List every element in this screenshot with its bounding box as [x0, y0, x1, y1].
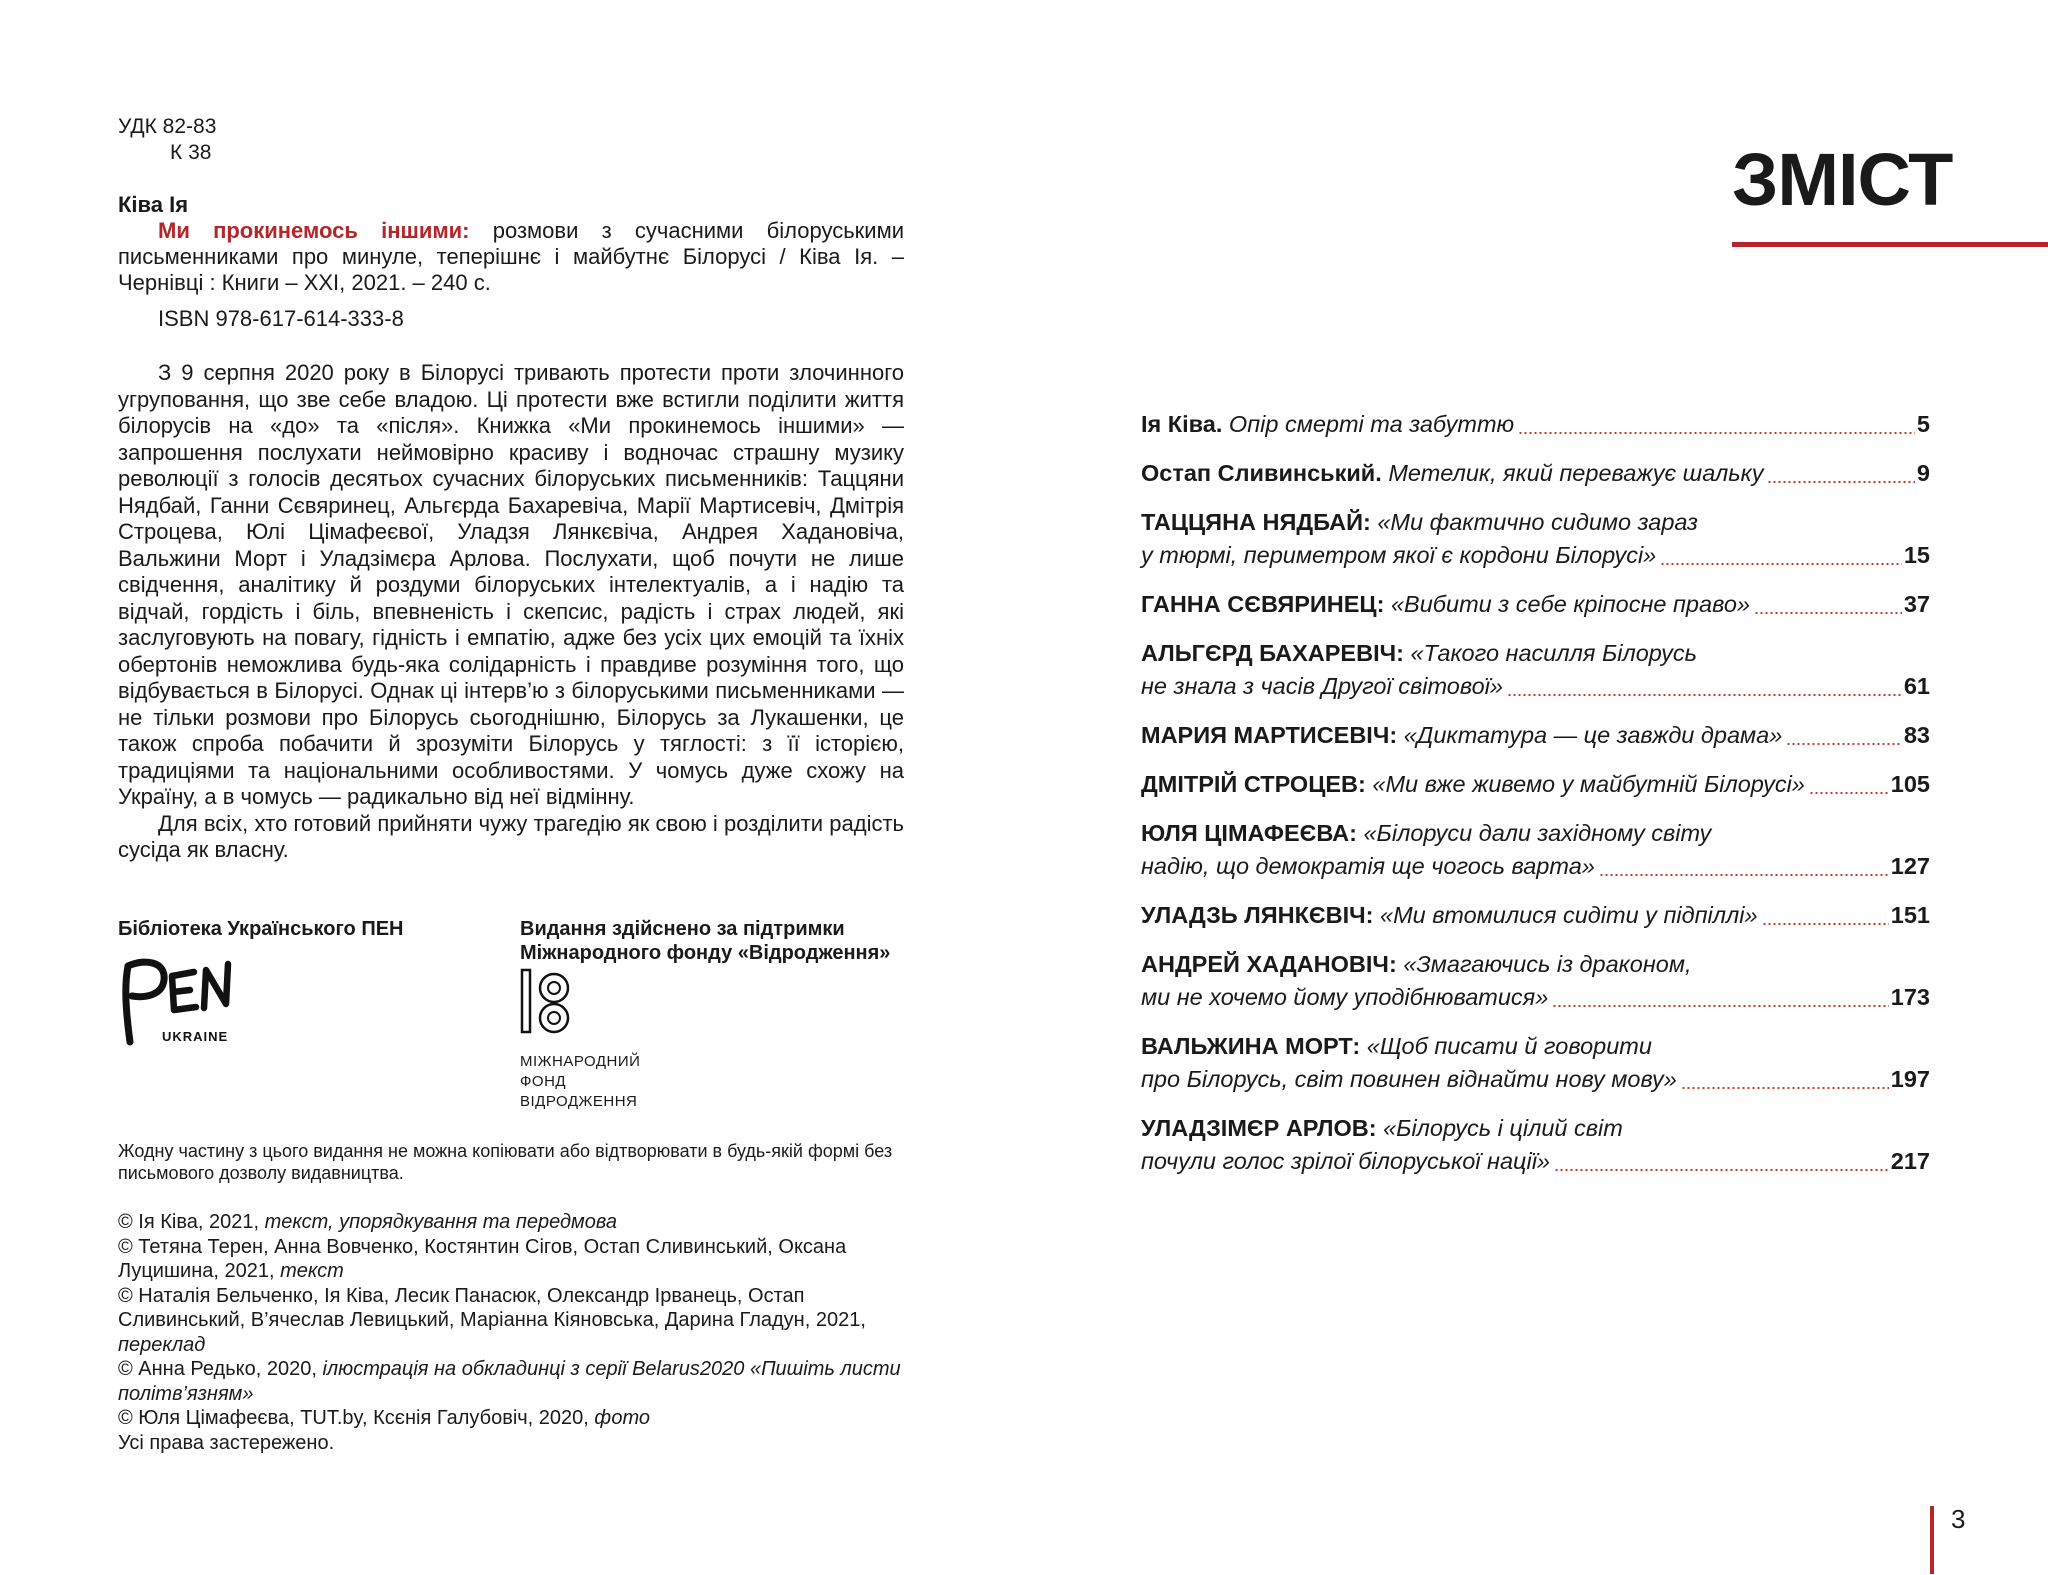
toc-page-number: 105	[1890, 771, 1930, 797]
toc-entry[interactable]	[1141, 768, 1930, 801]
toc-entry[interactable]	[1141, 408, 1930, 441]
toc-line	[1141, 948, 1930, 981]
copyright-role: фото	[594, 1407, 651, 1429]
ir-caption-line-2: ФОНД	[520, 1073, 567, 1090]
toc-line	[1141, 670, 1930, 703]
toc-text	[1141, 1112, 1623, 1145]
isbn: ISBN 978-617-614-333-8	[158, 306, 404, 331]
bibliographic-record	[118, 192, 904, 332]
toc-leader-dots	[1762, 923, 1889, 925]
toc-page-number: 217	[1890, 1148, 1930, 1174]
toc-text	[1141, 637, 1697, 670]
toc-leader-dots	[1599, 874, 1889, 876]
toc-chapter-title: «Ми фактично сидимо зараз	[1377, 509, 1698, 535]
ir-caption-line-3: ВІДРОДЖЕННЯ	[520, 1093, 638, 1110]
copyright-line	[118, 1284, 908, 1358]
toc-page-number: 15	[1903, 542, 1930, 568]
toc-line	[1141, 1030, 1930, 1063]
toc-text	[1141, 1063, 1677, 1096]
toc-line	[1141, 588, 1930, 621]
pen-logo-icon	[118, 952, 258, 1052]
toc-chapter-title: «Ми вже живемо у майбутній Білорусі»	[1372, 771, 1805, 797]
toc-chapter-title: «Вибити з себе кріпосне право»	[1390, 591, 1750, 617]
toc-author: ЮЛЯ ЦІМАФЕЄВА:	[1141, 820, 1357, 846]
toc-entry[interactable]	[1141, 588, 1930, 621]
toc-page-number: 9	[1916, 460, 1930, 486]
toc-leader-dots	[1518, 432, 1915, 434]
toc-entry[interactable]	[1141, 457, 1930, 490]
toc-entry[interactable]	[1141, 637, 1930, 703]
annotation-paragraph-2: Для всіх, хто готовий прийняти чужу трагедію як свою і розділити радість сусіда як власну.	[118, 810, 904, 862]
toc-line	[1141, 899, 1930, 932]
copyright-line	[118, 1406, 908, 1431]
udk-code: УДК 82-83	[118, 115, 217, 138]
toc-chapter-title: «Ми втомилися сидіти у підпіллі»	[1380, 902, 1758, 928]
toc-author: АЛЬГЄРД БАХАРЕВІЧ:	[1141, 640, 1404, 666]
toc-title-rule	[1732, 242, 2048, 247]
toc-leader-dots	[1809, 792, 1889, 794]
toc-leader-dots	[1660, 563, 1902, 565]
copyright-line	[118, 1235, 908, 1284]
toc-chapter-title: почули голос зрілої білоруської нації»	[1141, 1148, 1550, 1174]
book-description	[118, 218, 904, 296]
ir-caption-line-1: МІЖНАРОДНИЙ	[520, 1053, 641, 1070]
toc-line	[1141, 850, 1930, 883]
ir-caption	[520, 1052, 640, 1112]
author-mark: К 38	[170, 141, 212, 164]
page-number-bar	[1930, 1506, 1934, 1574]
toc-line	[1141, 1063, 1930, 1096]
toc-author: ГАННА СЄВЯРИНЕЦ:	[1141, 591, 1385, 617]
toc-line	[1141, 719, 1930, 752]
toc-entry[interactable]	[1141, 948, 1930, 1014]
toc-page-number: 83	[1903, 722, 1930, 748]
ir-logo-icon	[520, 968, 580, 1042]
toc-chapter-title: Опір смерті та забуттю	[1228, 411, 1515, 437]
toc-chapter-title: надію, що демократія ще чогось варта»	[1141, 853, 1595, 879]
page-number: 3	[1951, 1504, 1966, 1534]
toc-entry[interactable]	[1141, 817, 1930, 883]
toc-leader-dots	[1786, 743, 1902, 745]
support-line-1: Видання здійснено за підтримки	[520, 918, 845, 940]
annotation	[118, 360, 904, 864]
toc-leader-dots	[1681, 1087, 1889, 1089]
toc-text	[1141, 588, 1750, 621]
copyright-holder: © Тетяна Терен, Анна Вовченко, Костянтин Сігов, Остап Сливинський, Оксана Луцишина, 2021,	[118, 1235, 847, 1282]
copyright-holder: © Наталія Бельченко, Ія Ківа, Лесик Панасюк, Олександр Ірванець, Остап Сливинський, В’ячеслав Левицький, Маріанна Кіяновська, Дарина Гладун, 2021,	[118, 1284, 866, 1331]
toc-line	[1141, 817, 1930, 850]
toc-author: УЛАДЗЬ ЛЯНКЄВІЧ:	[1141, 902, 1374, 928]
toc-text	[1141, 670, 1503, 703]
toc-entry[interactable]	[1141, 506, 1930, 572]
toc-line	[1141, 981, 1930, 1014]
toc-title: ЗМІСТ	[1732, 138, 1953, 221]
toc-author: АНДРЕЙ ХАДАНОВІЧ:	[1141, 951, 1397, 977]
toc-chapter-title: Метелик, який переважує шальку	[1388, 460, 1764, 486]
toc-text	[1141, 899, 1758, 932]
pen-ukraine-logo	[118, 952, 258, 1052]
toc-page-number: 151	[1890, 902, 1930, 928]
toc-text	[1141, 408, 1514, 441]
toc-entry[interactable]	[1141, 1030, 1930, 1096]
toc-entry[interactable]	[1141, 719, 1930, 752]
toc-line	[1141, 506, 1930, 539]
toc-text	[1141, 981, 1548, 1014]
copyright-line	[118, 1357, 908, 1406]
toc-text	[1141, 506, 1698, 539]
support-line-2: Міжнародного фонду «Відродження»	[520, 942, 891, 964]
book-title: Ми прокинемось іншими:	[158, 218, 470, 243]
toc-leader-dots	[1767, 481, 1914, 483]
toc-chapter-title: «Щоб писати й говорити	[1366, 1033, 1652, 1059]
udk-block	[118, 114, 216, 166]
toc-leader-dots	[1754, 612, 1902, 614]
toc-author: Ія Ківа.	[1141, 411, 1223, 437]
copyright-holder: © Ія Ківа, 2021,	[118, 1211, 265, 1233]
toc-entry[interactable]	[1141, 1112, 1930, 1178]
library-label: Бібліотека Українського ПЕН	[118, 918, 404, 940]
copyright-holder: © Анна Редько, 2020,	[118, 1358, 323, 1380]
copyright-list	[118, 1210, 908, 1431]
copyright-line	[118, 1210, 908, 1235]
toc-leader-dots	[1554, 1169, 1889, 1171]
toc-text	[1141, 719, 1782, 752]
toc-text	[1141, 539, 1656, 572]
toc-line	[1141, 1145, 1930, 1178]
copyright-role: текст	[280, 1260, 344, 1282]
toc-author: Остап Сливинський.	[1141, 460, 1382, 486]
support-label	[520, 917, 920, 965]
renaissance-foundation-logo	[520, 968, 580, 1042]
toc-chapter-title: «Змагаючись із драконом,	[1403, 951, 1692, 977]
toc-page-number: 61	[1903, 673, 1930, 699]
toc-chapter-title: «Диктатура — це завжди драма»	[1403, 722, 1783, 748]
toc-text	[1141, 850, 1595, 883]
author-name: Ківа Ія	[118, 192, 189, 217]
toc-page-number: 173	[1890, 984, 1930, 1010]
toc-line	[1141, 408, 1930, 441]
toc-leader-dots	[1507, 694, 1902, 696]
toc-line	[1141, 637, 1930, 670]
toc-author: ТАЦЦЯНА НЯДБАЙ:	[1141, 509, 1371, 535]
copyright-holder: © Юля Цімафеєва, TUT.by, Ксєнія Галубовіч, 2020,	[118, 1407, 595, 1429]
toc-page-number: 5	[1916, 411, 1930, 437]
table-of-contents	[1141, 408, 1930, 1194]
toc-author: МАРИЯ МАРТИСЕВІЧ:	[1141, 722, 1398, 748]
annotation-paragraph-1: З 9 серпня 2020 року в Білорусі тривають протести проти злочинного угруповання, що зве себе владою. Ці протести вже встигли поділити життя білорусів на «до» та «після». Книжка «Ми прокинемось іншими» — запрошення послухати неймовірно красиву і водночас страшну музику революції з голосів десятьох сучасних білоруських письменників: Таццяни Нядбай, Ганни Сєвяринец, Альгєрда Бахаревіча, Марії Мартисевіч, Дмітрія Строцева, Юлі Цімафеєвої, Уладзя Лянкєвіча, Андрея Хадановіча, Вальжини Морт і Уладзімєра Арлова. Послухати, щоб почути не лише свідчення, аналітику й роздуми білоруських інтелектуалів, а і надію та відчай, гордість і біль, впевненість і скепсис, радість і страх людей, які заслуговують на повагу, гідність і емпатію, адже без усіх цих емоцій та їхніх обертонів неможлива будь-яка солідарність і правдиве розуміння того, що відбувається в Білорусі. Однак ці інтерв’ю з білоруськими письменниками — не тільки розмови про Білорусь сьогоднішню, Білорусь за Лукашенки, це також спроба побачити й зрозуміти Білорусь у тяглості: з її історією, традиціями та національними особливостями. У чомусь дуже схожу на Україну, а в чомусь — радикально від неї відмінну.	[118, 360, 904, 809]
copyright-role: текст, упорядкування та передмова	[264, 1211, 617, 1233]
toc-chapter-title: про Білорусь, світ повинен віднайти нову мову»	[1141, 1066, 1677, 1092]
toc-page-number: 197	[1890, 1066, 1930, 1092]
toc-author: ВАЛЬЖИНА МОРТ:	[1141, 1033, 1361, 1059]
toc-entry[interactable]	[1141, 899, 1930, 932]
toc-line	[1141, 768, 1930, 801]
copyright-block	[118, 1210, 908, 1455]
toc-text	[1141, 948, 1691, 981]
copyright-role: ілюстрація на обкладинці з серії Belarus2020 «Пишіть листи політв’язням»	[118, 1358, 901, 1405]
toc-text	[1141, 817, 1711, 850]
toc-chapter-title: у тюрмі, периметром якої є кордони Білорусі»	[1141, 542, 1657, 568]
toc-author: УЛАДЗІМЄР АРЛОВ:	[1141, 1115, 1377, 1141]
toc-text	[1141, 457, 1763, 490]
toc-chapter-title: «Такого насилля Білорусь	[1410, 640, 1697, 666]
all-rights-reserved: Усі права застережено.	[118, 1431, 335, 1454]
toc-line	[1141, 1112, 1930, 1145]
toc-chapter-title: «Білоруси дали західному світу	[1363, 820, 1712, 846]
toc-leader-dots	[1552, 1005, 1888, 1007]
toc-chapter-title: не знала з часів Другої світової»	[1141, 673, 1503, 699]
toc-page-number: 37	[1903, 591, 1930, 617]
copyright-role: переклад	[118, 1333, 206, 1356]
rights-notice: Жодну частину з цього видання не можна копіювати або відтворювати в будь-якій формі без письмового дозволу видавництва.	[118, 1141, 893, 1183]
toc-text	[1141, 1145, 1550, 1178]
toc-author: ДМІТРІЙ СТРОЦЕВ:	[1141, 771, 1366, 797]
toc-page-number: 127	[1890, 853, 1930, 879]
toc-line	[1141, 457, 1930, 490]
toc-text	[1141, 1030, 1652, 1063]
toc-text	[1141, 768, 1805, 801]
toc-chapter-title: «Білорусь і цілий світ	[1383, 1115, 1623, 1141]
toc-chapter-title: ми не хочемо йому уподібнюватися»	[1141, 984, 1549, 1010]
toc-line	[1141, 539, 1930, 572]
pen-logo-sub: UKRAINE	[162, 1029, 229, 1044]
book-details: розмови з сучасними білоруськими письменниками про минуле, теперішнє і майбутнє Білорусі / Ківа Ія. – Чернівці : Книги – XXI, 2021. – 240 с.	[118, 218, 904, 295]
